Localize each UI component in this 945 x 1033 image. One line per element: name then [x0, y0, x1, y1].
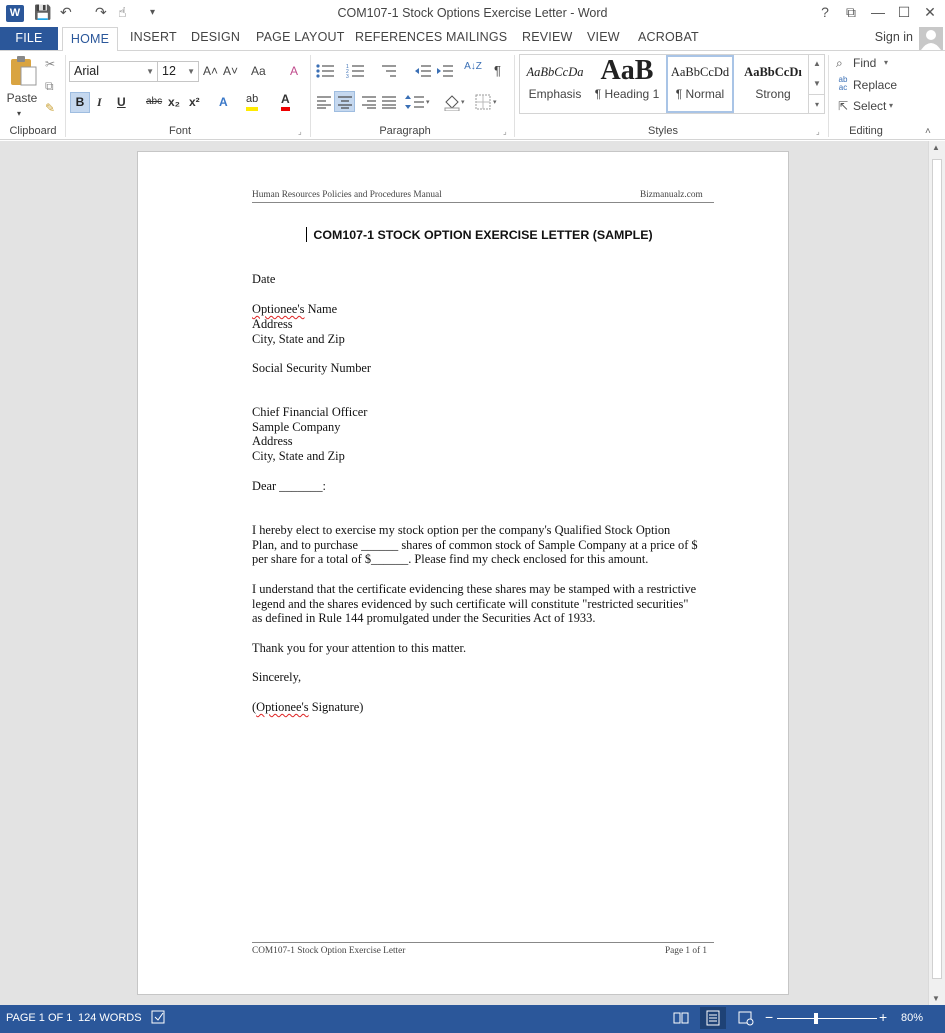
subscript-button[interactable]: x₂ [168, 95, 181, 109]
multilevel-list-icon[interactable] [378, 63, 398, 82]
ribbon [0, 50, 945, 140]
tab-review[interactable]: REVIEW [522, 30, 573, 44]
paragraph-2-line-1: I understand that the certificate evidencing these shares may be stamped with a restrictive [252, 582, 697, 596]
font-name-value: Arial [74, 64, 100, 78]
word-count[interactable]: 124 WORDS [78, 1012, 142, 1024]
city-line-2: City, State and Zip [252, 449, 345, 463]
svg-text:▾: ▾ [493, 99, 497, 106]
cut-icon[interactable]: ✂ [45, 57, 56, 71]
style-normal[interactable] [666, 55, 734, 113]
svg-text:1: 1 [346, 64, 349, 70]
styles-dialog-launcher-icon[interactable]: ⌟ [816, 127, 820, 136]
select-dropdown-icon[interactable]: ▾ [889, 101, 894, 110]
svg-text:3: 3 [346, 74, 349, 79]
scrollbar-thumb[interactable] [932, 159, 942, 979]
style-heading-1[interactable] [594, 57, 660, 111]
print-layout-icon [700, 1007, 726, 1029]
proofing-icon[interactable] [151, 1010, 167, 1027]
clipboard-group-label: Clipboard [9, 125, 57, 137]
borders-icon[interactable] [475, 94, 501, 113]
chevron-up-icon[interactable]: ▲ [813, 59, 821, 68]
font-name-combo[interactable] [69, 61, 158, 82]
vertical-scrollbar[interactable] [928, 141, 945, 1005]
style-heading-1-label: ¶ Heading 1 [594, 87, 660, 101]
decrease-indent-icon[interactable] [414, 63, 432, 82]
paste-icon[interactable] [8, 55, 38, 87]
read-mode-icon[interactable] [673, 1010, 689, 1029]
salutation-line: Dear _______: [252, 479, 326, 493]
tab-insert[interactable]: INSERT [130, 30, 177, 44]
touch-mode-icon[interactable]: ☝ [118, 4, 127, 20]
justify-icon[interactable] [381, 95, 397, 112]
find-dropdown-icon[interactable]: ▾ [884, 58, 889, 67]
style-strong-label: Strong [755, 87, 791, 101]
binoculars-icon: ⌕ [836, 56, 843, 70]
format-painter-icon[interactable]: ✎ [45, 101, 56, 115]
svg-text:▾: ▾ [461, 99, 465, 106]
zoom-out-button[interactable]: − [765, 1009, 774, 1025]
style-emphasis[interactable] [522, 57, 588, 111]
header-rule [252, 202, 714, 203]
chevron-down-icon: ▼ [187, 67, 195, 76]
tab-mailings[interactable]: MAILINGS [446, 30, 508, 44]
strikethrough-button[interactable]: abc [146, 96, 163, 107]
styles-more-icon[interactable]: ▾ [809, 94, 825, 114]
highlight-button[interactable]: ab [246, 91, 258, 111]
title-bar [0, 0, 945, 27]
font-color-button[interactable]: A [281, 91, 290, 111]
signature-prefix: ( [252, 700, 257, 714]
align-center-icon [336, 94, 355, 113]
paragraph-1-line-1: I hereby elect to exercise my stock option per the company's Qualified Stock Option [252, 523, 671, 537]
paragraph-dialog-launcher-icon[interactable]: ⌟ [503, 127, 507, 136]
styles-group-label: Styles [648, 125, 678, 137]
style-emphasis-preview: AaBbCcDa [526, 65, 584, 79]
date-line: Date [252, 272, 276, 286]
select-button[interactable]: Select [853, 99, 887, 113]
document-title: COM107-1 STOCK OPTION EXERCISE LETTER (SAMPLE) [313, 228, 653, 242]
tab-page-layout[interactable]: PAGE LAYOUT [256, 30, 345, 44]
align-left-icon[interactable] [316, 95, 332, 112]
status-bar [0, 1005, 945, 1033]
paragraph-group-label: Paragraph [379, 125, 431, 137]
find-button[interactable]: Find [853, 56, 877, 70]
show-marks-button[interactable]: ¶ [494, 63, 501, 78]
replace-button[interactable]: Replace [853, 78, 898, 92]
collapse-ribbon-icon[interactable]: ˄ [925, 126, 931, 137]
cfo-line: Chief Financial Officer [252, 405, 368, 419]
numbering-icon[interactable] [346, 63, 366, 82]
page-header-left: Human Resources Policies and Procedures Manual [252, 190, 442, 200]
increase-indent-icon[interactable] [436, 63, 454, 82]
paragraph-1-line-3: per share for a total of $______. Please find my check enclosed for this amount. [252, 552, 649, 566]
paste-button[interactable]: Paste [6, 91, 38, 105]
bullets-icon[interactable] [316, 63, 336, 82]
tab-view[interactable]: VIEW [587, 30, 620, 44]
address-line-1: Address [252, 317, 293, 331]
style-strong-preview: AaBbCcDı [744, 65, 802, 79]
zoom-slider[interactable] [777, 1018, 877, 1019]
document-page[interactable] [137, 151, 789, 995]
replace-icon: ab ac [838, 75, 848, 92]
optionee-name-line [252, 302, 337, 317]
sort-button[interactable]: A↓Z [464, 61, 482, 72]
paragraph-2-line-2: legend and the shares evidenced by such certificate will constitute "restricted securities" [252, 597, 689, 611]
tab-design[interactable]: DESIGN [191, 30, 241, 44]
tab-acrobat[interactable]: ACROBAT [638, 30, 699, 44]
paragraph-2-line-3: as defined in Rule 144 promulgated under the Securities Act of 1933. [252, 611, 596, 625]
minimize-button[interactable]: — [871, 4, 885, 20]
page-footer-right: Page 1 of 1 [665, 946, 708, 956]
page-header-right: Bizmanualz.com [640, 190, 703, 200]
thanks-line: Thank you for your attention to this matter. [252, 641, 467, 655]
editing-group-label: Editing [849, 125, 883, 137]
print-layout-button[interactable] [700, 1007, 726, 1029]
user-avatar-icon[interactable] [919, 27, 943, 50]
spelling-error[interactable]: Optionee's [256, 700, 309, 714]
underline-button[interactable]: U [117, 95, 126, 109]
signature-suffix: Signature) [308, 700, 364, 714]
customize-qat-icon[interactable]: ▾ [150, 7, 156, 18]
change-case-button[interactable]: Aa [251, 64, 266, 78]
window-title: COM107-1 Stock Options Exercise Letter - Word [337, 6, 608, 20]
tab-references[interactable]: REFERENCES [355, 30, 443, 44]
chevron-down-icon: ▼ [146, 67, 154, 76]
ribbon-display-button[interactable]: ⧉ [846, 4, 856, 20]
style-heading-1-preview: AaB [600, 57, 654, 86]
paste-dropdown-icon[interactable]: ▾ [17, 109, 22, 118]
italic-button[interactable]: I [97, 95, 102, 109]
svg-text:▾: ▾ [426, 99, 430, 106]
font-group-label: Font [168, 125, 191, 137]
closing-line: Sincerely, [252, 670, 302, 684]
scroll-up-icon[interactable]: ▲ [932, 143, 940, 152]
close-button[interactable]: ✕ [924, 4, 936, 20]
word-app-icon[interactable]: W [6, 5, 24, 22]
clear-formatting-button[interactable]: A [290, 64, 299, 78]
maximize-button[interactable]: ☐ [897, 4, 911, 20]
style-normal-label: ¶ Normal [675, 87, 725, 101]
svg-text:2: 2 [346, 69, 349, 75]
web-layout-icon[interactable] [738, 1010, 754, 1029]
save-icon[interactable]: 💾 [34, 4, 52, 20]
shading-icon[interactable] [443, 93, 469, 114]
paragraph-1-line-2: Plan, and to purchase ______ shares of common stock of Sample Company at a price of $ [252, 538, 698, 552]
font-size-combo[interactable] [157, 61, 199, 82]
zoom-level[interactable]: 80% [901, 1012, 924, 1024]
footer-rule [252, 942, 714, 943]
text-effects-button[interactable]: A [219, 95, 228, 109]
line-spacing-icon[interactable] [405, 94, 431, 113]
tab-home[interactable]: HOME [62, 27, 118, 51]
align-center-button[interactable] [334, 91, 355, 112]
select-cursor-icon: ⇱ [838, 99, 849, 113]
city-line-1: City, State and Zip [252, 332, 345, 346]
font-dialog-launcher-icon[interactable]: ⌟ [298, 127, 302, 136]
document-canvas [0, 141, 928, 1005]
redo-icon[interactable]: ↷ [95, 4, 107, 20]
page-count[interactable]: PAGE 1 OF 1 [6, 1012, 73, 1024]
tab-file[interactable]: FILE [0, 27, 58, 50]
chevron-down-icon[interactable]: ▼ [813, 79, 821, 88]
page-footer-left: COM107-1 Stock Option Exercise Letter [252, 946, 406, 956]
scroll-down-icon[interactable]: ▼ [932, 994, 940, 1003]
font-size-value: 12 [162, 64, 176, 78]
ssn-line: Social Security Number [252, 361, 372, 375]
signature-line [252, 700, 363, 715]
style-strong[interactable] [740, 57, 806, 111]
address-line-2: Address [252, 434, 293, 448]
undo-icon[interactable]: ↶ [60, 4, 72, 20]
optionee-name-suffix: Name [304, 302, 338, 316]
sign-in-link[interactable]: Sign in [874, 30, 913, 44]
style-emphasis-label: Emphasis [528, 87, 582, 101]
style-normal-preview: AaBbCcDd [670, 65, 730, 79]
grow-font-button[interactable]: A˄ [203, 64, 219, 78]
company-line: Sample Company [252, 420, 341, 434]
help-button[interactable]: ? [821, 4, 829, 20]
styles-scroll[interactable] [808, 54, 825, 114]
superscript-button[interactable]: x² [189, 95, 200, 109]
ribbon-tabs [0, 27, 945, 50]
align-right-icon[interactable] [361, 95, 377, 112]
bold-button[interactable]: B [70, 92, 90, 113]
zoom-in-button[interactable]: + [879, 1009, 888, 1025]
copy-icon[interactable]: ⧉ [45, 79, 54, 93]
shrink-font-button[interactable]: A˅ [223, 64, 239, 78]
zoom-slider-thumb[interactable] [814, 1013, 818, 1024]
spelling-error[interactable]: Optionee's [252, 302, 305, 316]
